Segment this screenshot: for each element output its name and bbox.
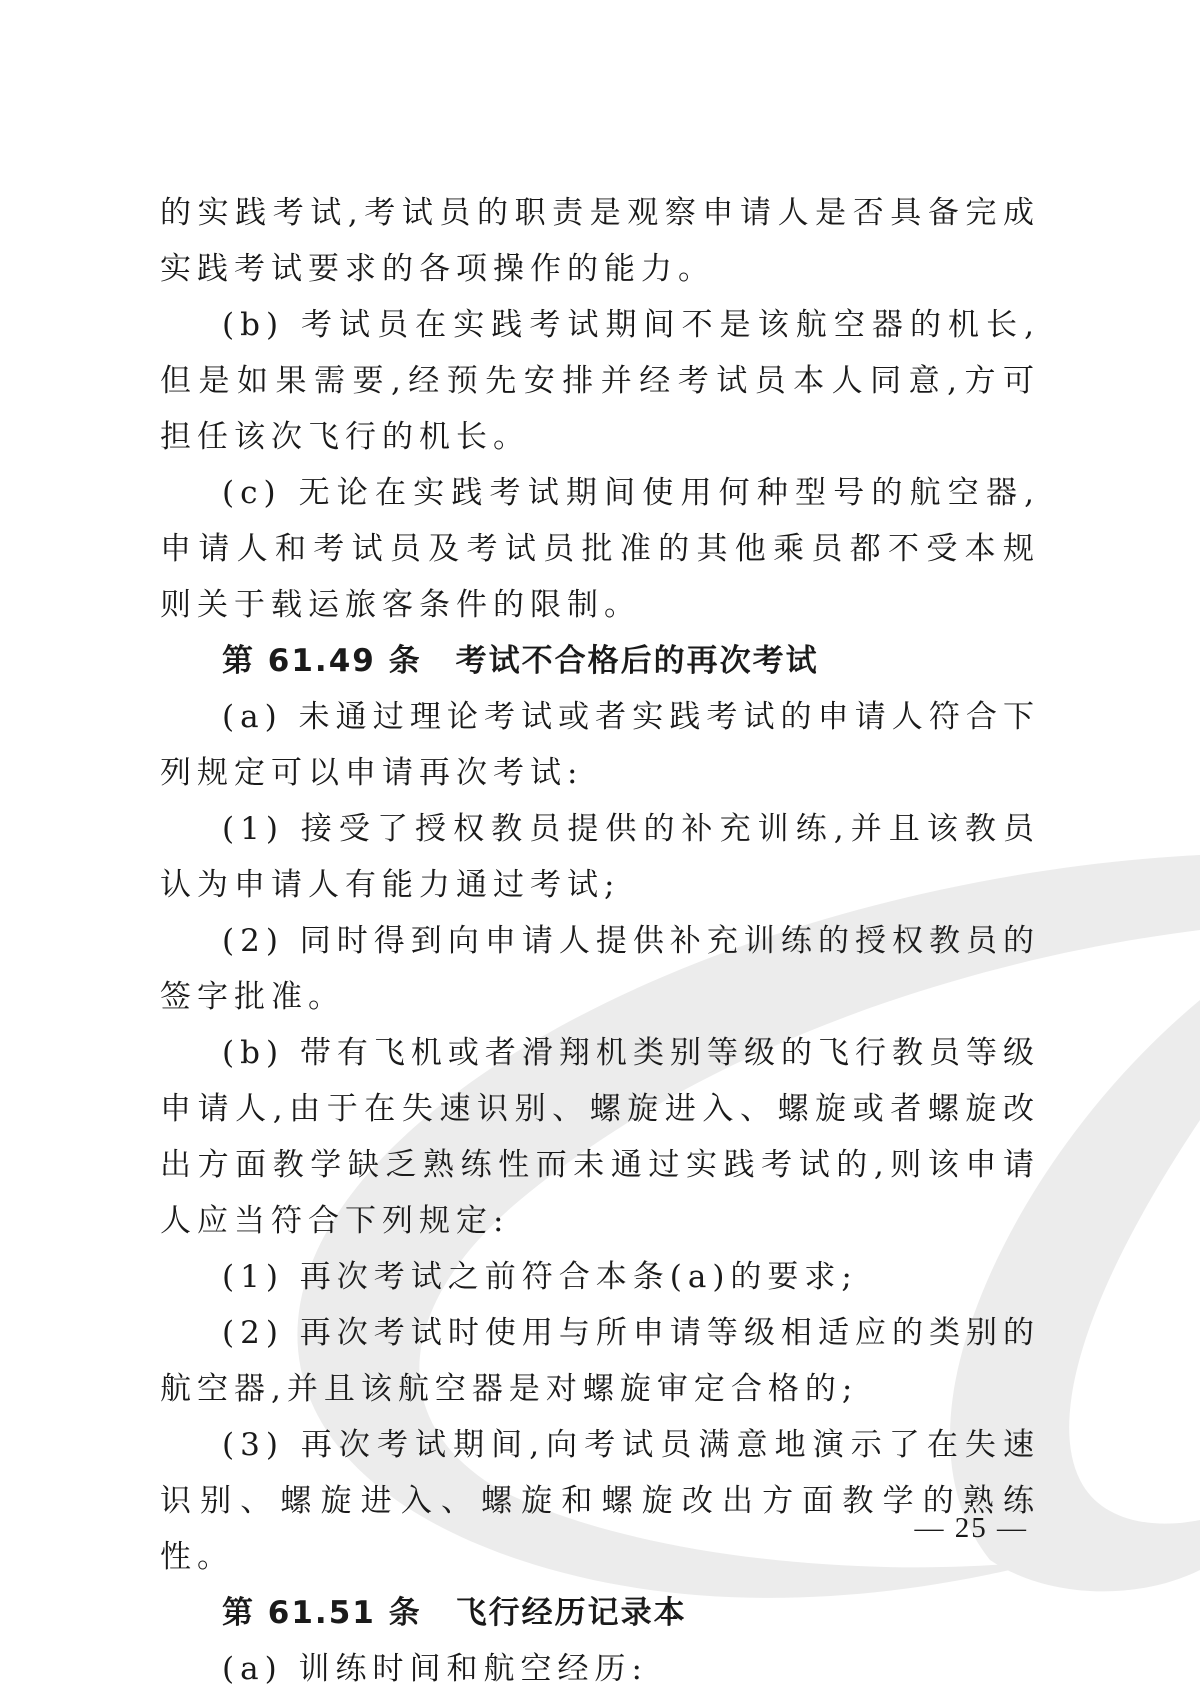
body-paragraph: (1) 接受了授权教员提供的补充训练,并且该教员认为申请人有能力通过考试; [160,811,1040,903]
body-paragraph: (a) 训练时间和航空经历: [222,1651,648,1687]
section-heading [160,1585,1040,1641]
document-body [160,185,1040,1697]
body-paragraph: (b) 考试员在实践考试期间不是该航空器的机长,但是如果需要,经预先安排并经考试员本人同意,方可担任该次飞行的机长。 [160,307,1040,455]
body-paragraph: (3) 再次考试期间,向考试员满意地演示了在失速识别、螺旋进入、螺旋和螺旋改出方面教学的熟练性。 [160,1427,1040,1575]
body-paragraph: (2) 同时得到向申请人提供补充训练的授权教员的签字批准。 [160,923,1040,1015]
body-paragraph: (c) 无论在实践考试期间使用何种型号的航空器,申请人和考试员及考试员批准的其他乘员都不受本规则关于载运旅客条件的限制。 [160,475,1040,623]
section-number: 第 61.49 条 [222,643,422,679]
section-number: 第 61.51 条 [222,1595,422,1631]
body-paragraph: (b) 带有飞机或者滑翔机类别等级的飞行教员等级申请人,由于在失速识别、螺旋进入、螺旋或者螺旋改出方面教学缺乏熟练性而未通过实践考试的,则该申请人应当符合下列规定: [160,1035,1040,1239]
body-paragraph: (2) 再次考试时使用与所申请等级相适应的类别的航空器,并且该航空器是对螺旋审定合格的; [160,1315,1040,1407]
section-title: 飞行经历记录本 [455,1595,687,1631]
section-heading [160,633,1040,689]
body-paragraph: (1) 再次考试之前符合本条(a)的要求; [222,1259,858,1295]
body-paragraph: (a) 未通过理论考试或者实践考试的申请人符合下列规定可以申请再次考试: [160,699,1040,791]
body-paragraph: 的实践考试,考试员的职责是观察申请人是否具备完成实践考试要求的各项操作的能力。 [160,195,1040,287]
section-title: 考试不合格后的再次考试 [455,643,819,679]
page-number: — 25 — [914,1512,1028,1544]
